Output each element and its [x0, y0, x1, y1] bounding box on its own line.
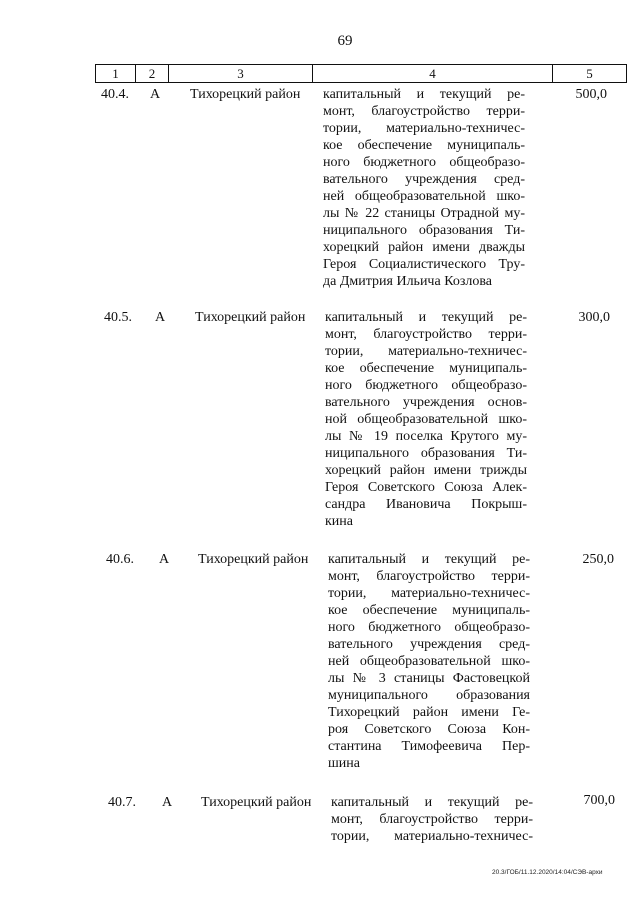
description-line: ней общеобразовательной шко- [323, 189, 525, 204]
row-number: 40.4. [101, 87, 129, 102]
description-line: монт, благоустройство терри- [323, 104, 525, 119]
row-number: 40.7. [108, 795, 136, 810]
description-line: муниципального образования [328, 688, 530, 703]
description-line: тории, материально-техничес- [323, 121, 525, 136]
description-line: шина [328, 756, 360, 771]
description-line: ного бюджетного общеобразо- [328, 620, 530, 635]
row-description [331, 794, 533, 845]
description-line: кое обеспечение муниципаль- [328, 603, 530, 618]
description-line: вательного учреждения сред- [323, 172, 525, 187]
description-line: тории, материально-техничес- [325, 344, 527, 359]
row-amount: 250,0 [582, 552, 614, 567]
description-line: монт, благоустройство терри- [328, 569, 530, 584]
row-category: А [159, 552, 170, 567]
description-line: стантина Тимофеевича Пер- [328, 739, 530, 754]
description-line: ниципального образования Ти- [323, 223, 525, 238]
row-district: Тихорецкий район [198, 552, 309, 567]
description-line: роя Советского Союза Кон- [328, 722, 530, 737]
column-header-3: 3 [169, 65, 313, 82]
row-description [328, 551, 530, 772]
description-line: тории, материально-техничес- [328, 586, 530, 601]
description-line: вательного учреждения основ- [325, 395, 527, 410]
row-category: А [162, 795, 173, 810]
row-number: 40.5. [104, 310, 132, 325]
description-line: вательного учреждения сред- [328, 637, 530, 652]
description-line: капитальный и текущий ре- [325, 310, 527, 325]
description-line: сандра Ивановича Покрыш- [325, 497, 527, 512]
description-line: капитальный и текущий ре- [328, 552, 530, 567]
description-line: лы № 22 станицы Отрадной му- [323, 206, 525, 221]
description-line: лы № 3 станицы Фастовецкой [328, 671, 530, 686]
description-line: Тихорецкий район имени Ге- [328, 705, 530, 720]
description-line: ней общеобразовательной шко- [328, 654, 530, 669]
description-line: капитальный и текущий ре- [331, 795, 533, 810]
description-line: ного бюджетного общеобразо- [325, 378, 527, 393]
description-line: Героя Социалистического Тру- [323, 257, 525, 272]
row-amount: 500,0 [575, 87, 607, 102]
description-line: тории, материально-техничес- [331, 829, 533, 844]
description-line: ниципального образования Ти- [325, 446, 527, 461]
description-line: ной общеобразовательной шко- [325, 412, 527, 427]
column-header-1: 1 [96, 65, 136, 82]
row-description [323, 86, 525, 290]
row-category: А [150, 87, 161, 102]
description-line: хорецкий район имени дважды [323, 240, 525, 255]
description-line: капитальный и текущий ре- [323, 87, 525, 102]
description-line: монт, благоустройство терри- [331, 812, 533, 827]
column-header-5: 5 [586, 66, 593, 81]
column-header-4: 4 [313, 65, 553, 82]
description-line: лы № 19 поселка Крутого му- [325, 429, 527, 444]
page-number: 69 [337, 33, 353, 49]
description-line: монт, благоустройство терри- [325, 327, 527, 342]
table-header-row [95, 64, 627, 83]
row-number: 40.6. [106, 552, 134, 567]
description-line: да Дмитрия Ильича Козлова [323, 274, 492, 289]
row-description [325, 309, 527, 530]
description-line: кое обеспечение муниципаль- [323, 138, 525, 153]
description-line: Героя Советского Союза Алек- [325, 480, 527, 495]
row-district: Тихорецкий район [190, 87, 301, 102]
row-district: Тихорецкий район [195, 310, 306, 325]
row-district: Тихорецкий район [201, 795, 312, 810]
row-amount: 700,0 [583, 793, 615, 808]
description-line: кина [325, 514, 353, 529]
row-category: А [155, 310, 166, 325]
description-line: ного бюджетного общеобразо- [323, 155, 525, 170]
description-line: кое обеспечение муниципаль- [325, 361, 527, 376]
document-stamp: 20.3/ГОБ/11.12.2020/14:04/СЭВ-архи [492, 869, 603, 876]
description-line: хорецкий район имени трижды [325, 463, 527, 478]
column-header-2: 2 [136, 65, 169, 82]
row-amount: 300,0 [578, 310, 610, 325]
